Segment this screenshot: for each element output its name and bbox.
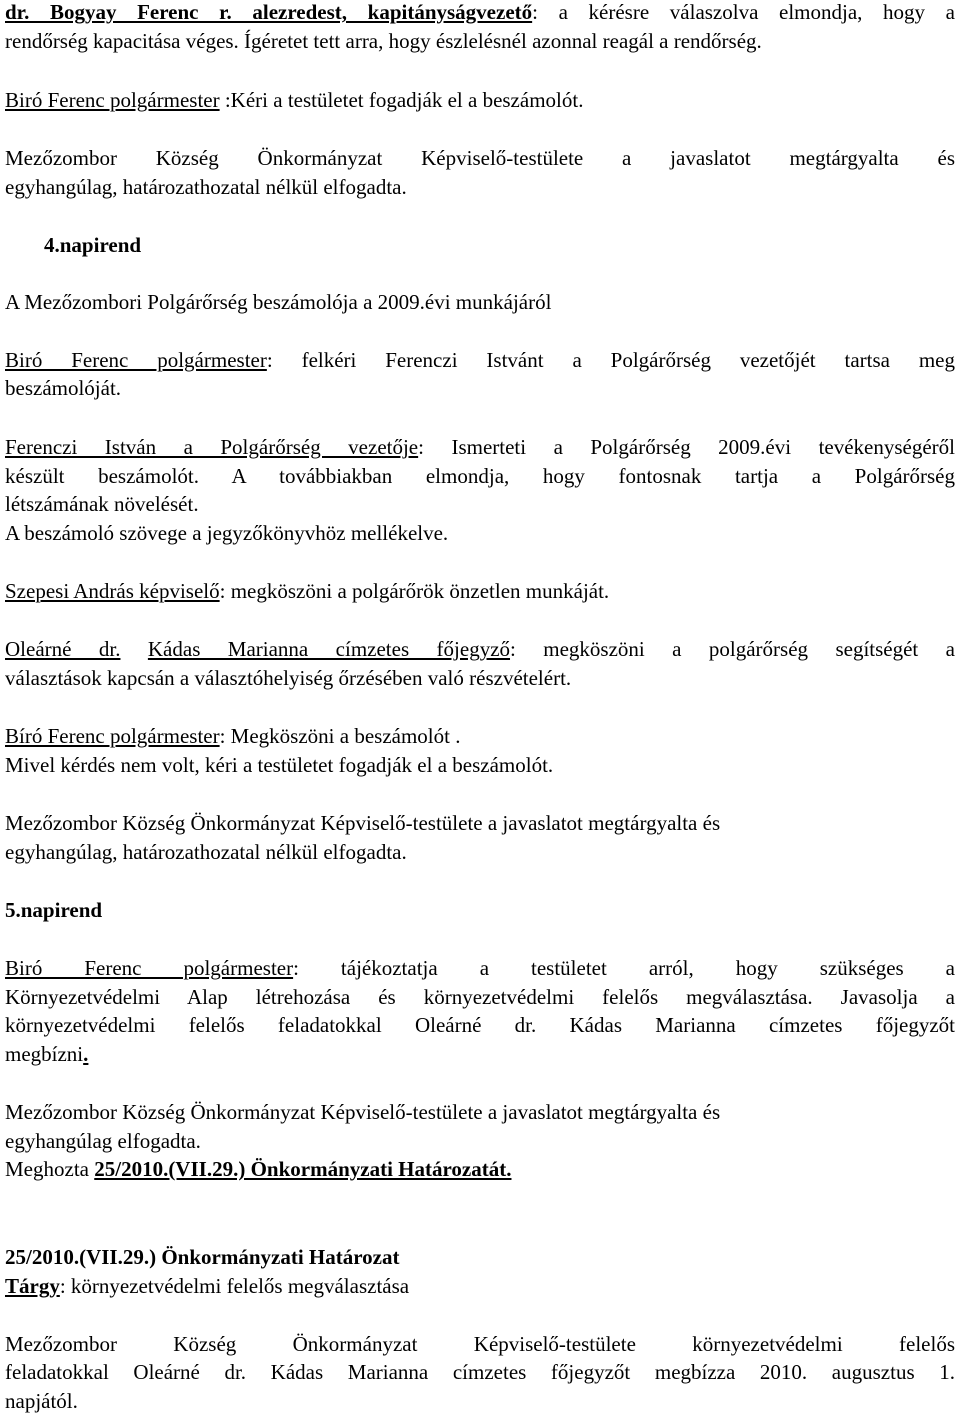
police-statement-line-2: rendőrség kapacitása véges. Ígéretet tett arra, hogy észlelésnél azonnal reagál a rendőrség.	[5, 29, 762, 53]
resolution-body-line-3: napjától.	[5, 1389, 78, 1413]
mayor-environment-line-4: megbízni.	[5, 1042, 89, 1066]
resolution-reference: 25/2010.(VII.29.) Önkormányzati Határozatát.	[94, 1157, 512, 1181]
agenda-heading-4: 4.napirend	[44, 233, 142, 257]
council-decision-2-line-2: egyhangúlag, határozathozatal nélkül elfogadta.	[5, 840, 407, 864]
mayor-environment-line-2: Környezetvédelmi Alap létrehozása és környezetvédelmi felelős megválasztása. Javasolja a	[5, 985, 955, 1009]
mayor-invite-line-2: beszámolóját.	[5, 376, 122, 400]
council-decision-3-line-1: Mezőzombor Község Önkormányzat Képviselő-testülete a javaslatot megtárgyalta és	[5, 1100, 721, 1124]
mayor-environment-line-3: környezetvédelmi felelős feladatokkal Oleárné dr. Kádas Marianna címzetes főjegyzőt	[5, 1013, 955, 1037]
notary-thanks-line-1: Oleárné dr. Kádas Marianna címzetes főjegyző: megköszöni a polgárőrség segítségét a	[5, 637, 956, 661]
police-statement-line-1: dr. Bogyay Ferenc r. alezredest, kapitányságvezető: a kérésre válaszolva elmondja, hogy a	[5, 0, 955, 24]
council-decision-line-2: egyhangúlag, határozathozatal nélkül elfogadta.	[5, 175, 407, 199]
resolution-title: 25/2010.(VII.29.) Önkormányzati Határozat	[5, 1245, 400, 1269]
speaker-name: dr. Bogyay Ferenc r. alezredest, kapitányságvezető	[5, 0, 533, 24]
resolution-subject: Tárgy: környezetvédelmi felelős megválasztása	[5, 1274, 410, 1298]
speaker-name: Bíró Ferenc polgármester	[5, 724, 220, 748]
mayor-request-line: Biró Ferenc polgármester :Kéri a testületet fogadják el a beszámolót.	[5, 88, 584, 112]
speaker-name: Biró Ferenc polgármester	[5, 348, 267, 372]
speaker-name: Ferenczi István a Polgárőrség vezetője	[5, 435, 419, 459]
agenda-title-4: A Mezőzombori Polgárőrség beszámolója a 2009.évi munkájáról	[5, 290, 552, 314]
council-decision-3-line-2: egyhangúlag elfogadta.	[5, 1129, 201, 1153]
speaker-name: Szepesi András képviselő	[5, 579, 220, 603]
mayor-invite-line-1: Biró Ferenc polgármester: felkéri Ferenczi Istvánt a Polgárőrség vezetőjét tartsa meg	[5, 348, 956, 372]
mayor-closing-line-2: Mivel kérdés nem volt, kéri a testületet fogadják el a beszámolót.	[5, 753, 554, 777]
civil-guard-report-line-4: A beszámoló szövege a jegyzőkönyvhöz mellékelve.	[5, 521, 449, 545]
council-decision-3-line-3: Meghozta 25/2010.(VII.29.) Önkormányzati Határozatát.	[5, 1157, 512, 1181]
civil-guard-report-line-3: létszámának növelését.	[5, 492, 199, 516]
mayor-environment-line-1: Biró Ferenc polgármester: tájékoztatja a testületet arról, hogy szükséges a	[5, 956, 956, 980]
notary-thanks-line-2: választások kapcsán a választóhelyiség őrzésében való részvételért.	[5, 666, 572, 690]
agenda-heading-5: 5.napirend	[5, 898, 103, 922]
speaker-name: Biró Ferenc polgármester	[5, 88, 220, 112]
council-decision-line-1: Mezőzombor Község Önkormányzat Képviselő-testülete a javaslatot megtárgyalta és	[5, 146, 955, 170]
resolution-body-line-1: Mezőzombor Község Önkormányzat Képviselő-testülete környezetvédelmi felelős	[5, 1332, 955, 1356]
resolution-body-line-2: feladatokkal Oleárné dr. Kádas Marianna címzetes főjegyzőt megbízza 2010. augusztus 1.	[5, 1360, 955, 1384]
speaker-name-part-1: Oleárné dr.	[5, 637, 121, 661]
speaker-name-part-2: Kádas Marianna címzetes főjegyző	[147, 637, 511, 661]
mayor-closing-line-1: Bíró Ferenc polgármester: Megköszöni a beszámolót .	[5, 724, 461, 748]
civil-guard-report-line-1: Ferenczi István a Polgárőrség vezetője: Ismerteti a Polgárőrség 2009.évi tevékenységéről	[5, 435, 956, 459]
council-decision-2-line-1: Mezőzombor Község Önkormányzat Képviselő-testülete a javaslatot megtárgyalta és	[5, 811, 721, 835]
subject-label: Tárgy	[5, 1274, 60, 1298]
representative-thanks-line: Szepesi András képviselő: megköszöni a polgárőrök önzetlen munkáját.	[5, 579, 610, 603]
civil-guard-report-line-2: készült beszámolót. A továbbiakban elmondja, hogy fontosnak tartja a Polgárőrség	[5, 464, 955, 488]
speaker-name: Biró Ferenc polgármester	[5, 956, 294, 980]
